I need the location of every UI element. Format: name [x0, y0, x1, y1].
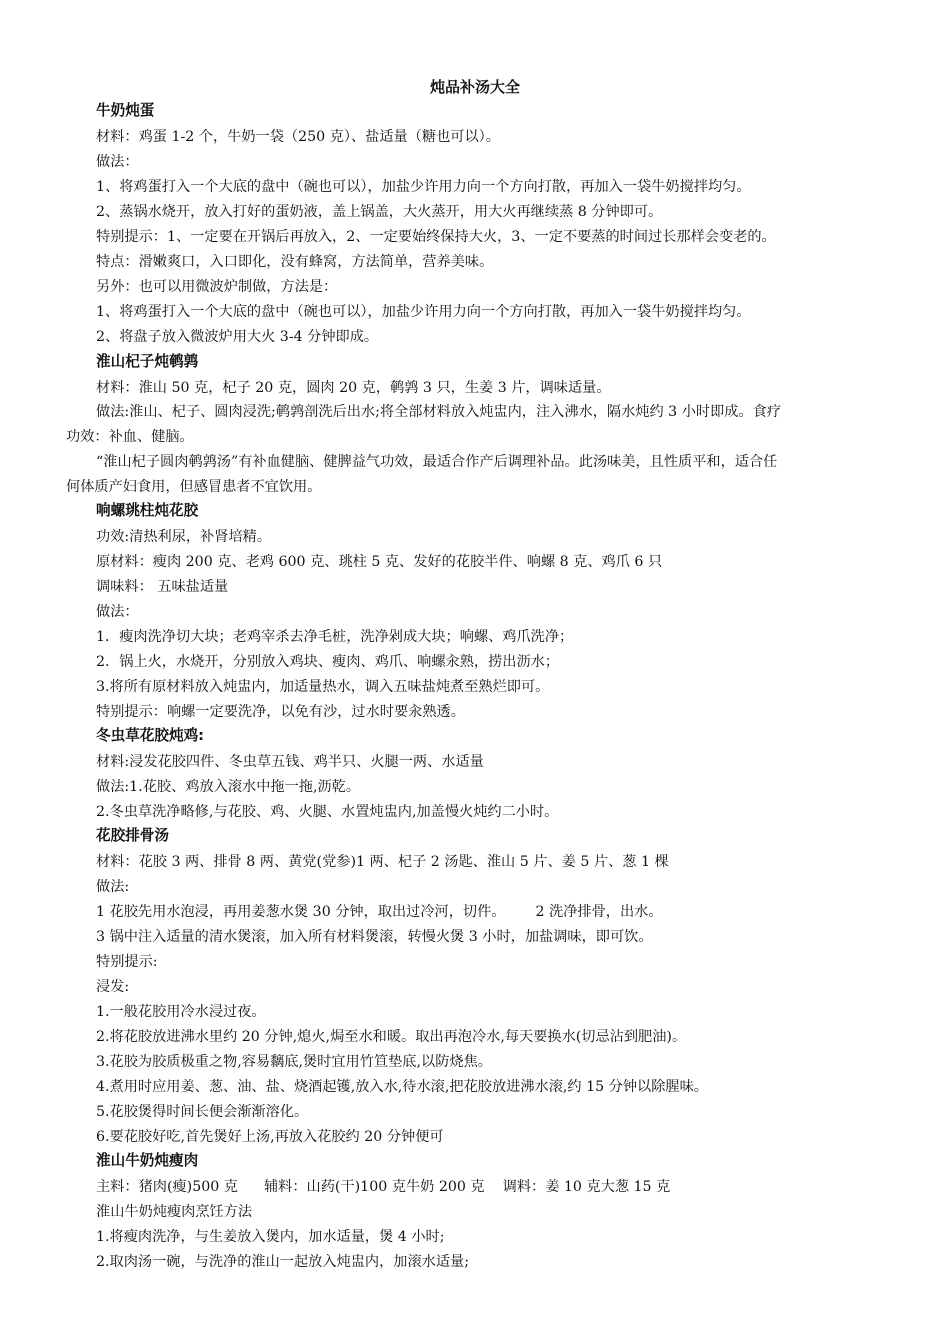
text-line: 1.将瘦肉洗净，与生姜放入煲内，加水适量，煲 4 小时;: [96, 1229, 445, 1245]
text-line: 3.将所有原材料放入炖盅内，加适量热水，调入五味盐炖煮至熟烂即可。: [96, 679, 550, 695]
text-line: 材料:浸发花胶四件、冬虫草五钱、鸡半只、火腿一两、水适量: [96, 754, 484, 770]
step-2-text: 2 洗净排骨，出水。: [535, 904, 663, 920]
text-line: 4.煮用时应用姜、葱、油、盐、烧酒起镬,放入水,待水滚,把花胶放进沸水滚,约 15 分钟以除腥味。: [96, 1079, 708, 1095]
text-line: 浸发:: [96, 979, 130, 995]
auxiliary-ingredient: 辅料：山药(干)100 克牛奶 200 克: [263, 1179, 485, 1195]
section-heading-fish-maw-ribs: 花胶排骨汤: [96, 827, 169, 844]
text-line: 做法：: [96, 604, 139, 620]
text-line: 做法:1.花胶、鸡放入滚水中拖一拖,沥乾。: [96, 779, 361, 795]
text-line: 原材料：瘦肉 200 克、老鸡 600 克、珧柱 5 克、发好的花胶半件、响螺 8 克、鸡爪 6 只: [96, 554, 663, 570]
text-line: 3 锅中注入适量的清水煲滚，加入所有材料煲滚，转慢火煲 3 小时，加盐调味，即可饮。: [96, 929, 653, 945]
text-line: 功效:清热利尿，补肾培精。: [96, 529, 272, 545]
text-line: 2.取肉汤一碗，与洗净的淮山一起放入炖盅内，加滚水适量;: [96, 1254, 470, 1270]
text-line: 特别提示:: [96, 954, 158, 970]
text-line: 特点：滑嫩爽口，入口即化，没有蜂窝，方法简单，营养美味。: [96, 254, 494, 270]
step-1-text: 1 花胶先用水泡浸，再用姜葱水煲 30 分钟，取出过冷河，切件。: [96, 904, 506, 920]
text-line: 2、蒸锅水烧开，放入打好的蛋奶液，盖上锅盖，大火蒸开，用大火再继续蒸 8 分钟即可。: [96, 204, 663, 220]
text-line: 淮山牛奶炖瘦肉烹饪方法: [96, 1204, 253, 1220]
text-line: 做法:: [96, 879, 130, 895]
text-line: 1.一般花胶用冷水浸过夜。: [96, 1004, 266, 1020]
text-line: 2．锅上火，水烧开，分别放入鸡块、瘦肉、鸡爪、响螺汆熟，捞出沥水；: [96, 654, 560, 670]
text-line: 2.冬虫草洗净略修,与花胶、鸡、火腿、水置炖盅内,加盖慢火炖约二小时。: [96, 804, 559, 820]
section-heading-quail: 淮山杞子炖鹌鹑: [96, 353, 199, 370]
text-line: 功效：补血、健脑。: [66, 429, 194, 445]
section-heading-milk-egg: 牛奶炖蛋: [96, 102, 155, 119]
text-line: 1．瘦肉洗净切大块；老鸡宰杀去净毛桩，洗净剁成大块；响螺、鸡爪洗净；: [96, 629, 574, 645]
text-line: 3.花胶为胶质极重之物,容易黐底,煲时宜用竹笪垫底,以防烧焦。: [96, 1054, 492, 1070]
text-line: 材料：花胶 3 两、排骨 8 两、黄党(党参)1 两、杞子 2 汤匙、淮山 5 片、姜 5 片、葱 1 棵: [96, 854, 669, 870]
text-line: 1、将鸡蛋打入一个大底的盘中（碗也可以），加盐少许用力向一个方向打散，再加入一袋牛奶搅拌均匀。: [96, 304, 751, 320]
section-heading-conch: 响螺珧柱炖花胶: [96, 502, 199, 519]
seasoning: 调料：姜 10 克大葱 15 克: [502, 1179, 671, 1195]
text-line: 另外：也可以用微波炉制做，方法是：: [96, 279, 338, 295]
text-line: 1、将鸡蛋打入一个大底的盘中（碗也可以），加盐少许用力向一个方向打散，再加入一袋牛奶搅拌均匀。: [96, 179, 751, 195]
text-line: 材料：鸡蛋 1-2 个，牛奶一袋（250 克）、盐适量（糖也可以）。: [96, 129, 500, 145]
text-line: 特别提示：响螺一定要洗净，以免有沙，过水时要汆熟透。: [96, 704, 465, 720]
section-heading-yam-milk-pork: 淮山牛奶炖瘦肉: [96, 1152, 199, 1169]
text-line: 材料：淮山 50 克，杞子 20 克，圆肉 20 克，鹌鹑 3 只，生姜 3 片，调味适量。: [96, 380, 611, 396]
text-line: 2.将花胶放进沸水里约 20 分钟,熄火,焗至水和暖。取出再泡冷水,每天要换水(切忌沾到肥油)。: [96, 1029, 687, 1045]
text-line: 何体质产妇食用，但感冒患者不宜饮用。: [66, 479, 322, 495]
document-title: 炖品补汤大全: [429, 78, 520, 96]
text-line: 调味料： 五味盐适量: [96, 579, 229, 595]
text-line: [96, 901, 896, 923]
text-line: 5.花胶煲得时间长便会渐渐溶化。: [96, 1104, 309, 1120]
text-line: 6.要花胶好吃,首先煲好上汤,再放入花胶约 20 分钟便可: [96, 1129, 444, 1145]
text-line: 2、将盘子放入微波炉用大火 3-4 分钟即成。: [96, 329, 379, 345]
main-ingredient: 主料：猪肉(瘦)500 克: [96, 1179, 238, 1195]
text-line: 特别提示：1、一定要在开锅后再放入，2、一定要始终保持大火，3、一定不要蒸的时间过长那样会变老的。: [96, 229, 776, 245]
text-line: “淮山杞子圆肉鹌鹑汤”有补血健脑、健脾益气功效，最适合作产后调理补品。此汤味美，且性质平和，适合任: [96, 454, 778, 470]
text-line: 做法:淮山、杞子、圆肉浸洗;鹌鹑剖洗后出水;将全部材料放入炖盅内，注入沸水，隔水炖约 3 小时即成。食疗: [96, 404, 782, 420]
text-line: 做法：: [96, 154, 139, 170]
section-heading-cordyceps: 冬虫草花胶炖鸡:: [96, 727, 204, 744]
text-line: [96, 1176, 896, 1198]
